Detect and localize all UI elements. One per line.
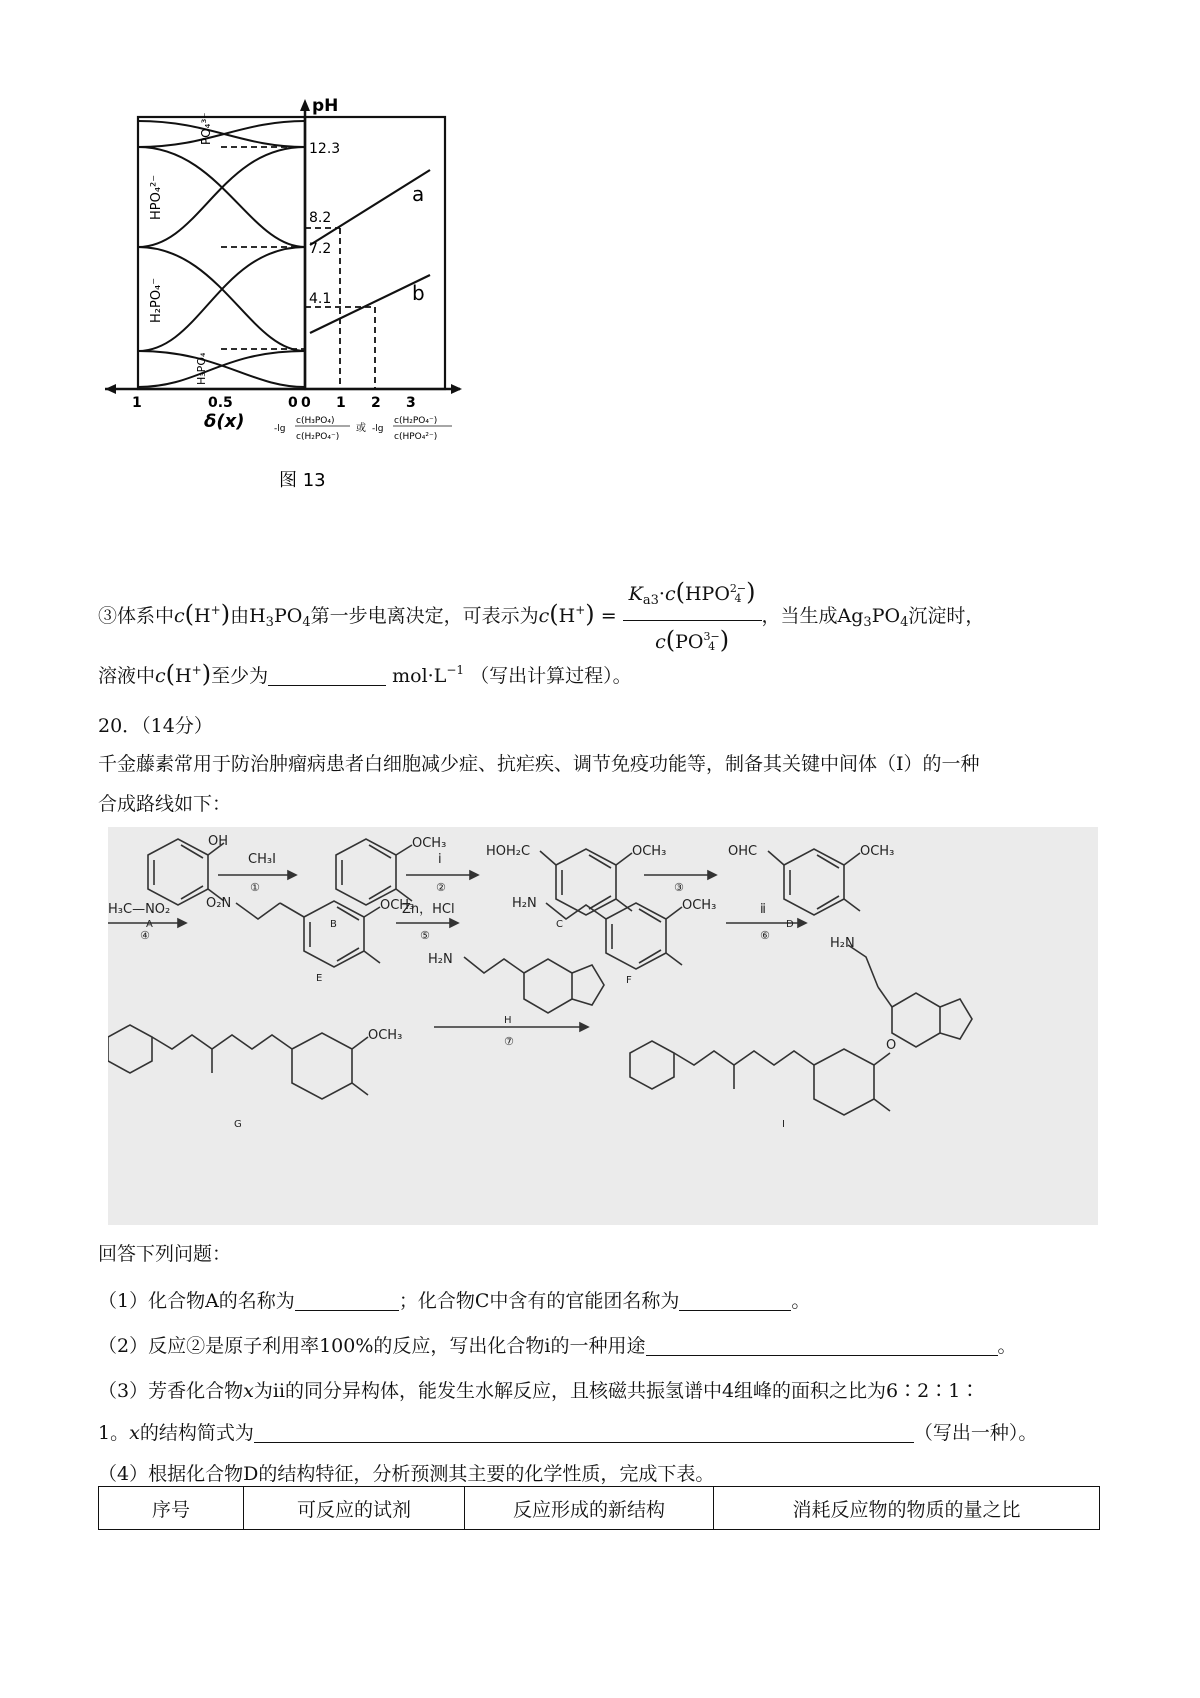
q20-3-text-b: 为ⅱ的同分异构体，能发生水解反应，且核磁共振氢谱中4组峰的面积之比为6∶2∶1∶ xyxy=(253,1380,980,1402)
q20-1-end: 。 xyxy=(791,1290,811,1312)
xlabel-left-num: c(H₃PO₄) xyxy=(296,416,335,426)
scheme-texts xyxy=(108,834,896,1130)
q20-3-text-c: 1。 xyxy=(98,1422,130,1444)
properties-table xyxy=(98,1486,1100,1530)
group-och3-g: OCH₃ xyxy=(368,1028,403,1043)
x-tick-left-1: 1 xyxy=(132,395,142,411)
po4-denominator: PO xyxy=(675,631,704,653)
answer-blank-structure-x[interactable] xyxy=(254,1422,914,1443)
ph-axis-arrow xyxy=(300,99,310,111)
group-och3-e: OCH₃ xyxy=(380,898,415,913)
q20-2 xyxy=(98,1331,1017,1361)
xlabel-right-den: c(HPO₄²⁻) xyxy=(394,432,438,442)
xlabel-prefix-left: -lg xyxy=(274,424,286,434)
x-tick-left-0-5: 0.5 xyxy=(208,395,233,411)
q19-text-a: ③体系中 xyxy=(98,605,175,627)
x-tick-left-0: 0 xyxy=(288,395,298,411)
series-label-b: b xyxy=(412,281,425,305)
answer-blank-functional-group[interactable] xyxy=(679,1290,791,1311)
h-ion: H xyxy=(194,605,211,627)
x-axis-arrow-right xyxy=(451,384,462,394)
q19-text-end: （写出计算过程）。 xyxy=(470,665,632,687)
q20-1-text-b: ；化合物C中含有的官能团名称为 xyxy=(398,1290,680,1312)
q20-intro-line2: 合成路线如下： xyxy=(98,793,232,815)
q20-3-text-d: 的结构简式为 xyxy=(139,1422,254,1444)
table-header-row xyxy=(99,1487,1100,1530)
reagent-i: ⅰ xyxy=(438,852,442,867)
ka3-fraction: $K_{a3}\cdot c(HPO$ 2− 4 ) c(PO 3− 4 ) xyxy=(623,577,762,657)
compound-H-structure xyxy=(464,957,604,1013)
q19-text-g: 至少为 xyxy=(211,665,269,687)
left-xlabel: δ(x) xyxy=(204,411,245,432)
group-h2n-f: H₂N xyxy=(512,896,537,911)
reagent-nitromethane: H₃C—NO₂ xyxy=(108,902,171,917)
answer-blank-name-a[interactable] xyxy=(295,1290,399,1311)
label-D: D xyxy=(786,919,794,930)
q19-part3-line1: ③体系中c(H+)由$H_3PO_4$第一步电离决定，可表示为c(H+) = $K_{a3}\cdot c(HPO$ 2− 4 ) c(PO 3− 4 ) ，当生成$Ag_3PO_4$沉淀时， xyxy=(98,577,984,657)
x-tick-right-0: 0 xyxy=(301,395,311,411)
label-I: I xyxy=(782,1119,785,1130)
group-h2n-h: H₂N xyxy=(428,952,453,967)
curve-h3po4-right xyxy=(138,351,305,387)
series-label-a: a xyxy=(412,182,425,206)
answer-blank-use-of-i[interactable] xyxy=(646,1335,998,1356)
x-tick-right-1: 1 xyxy=(336,395,346,411)
species-label-h2po4: H₂PO₄⁻ xyxy=(149,277,164,323)
group-hoh2c: HOH₂C xyxy=(486,844,531,859)
x-tick-right-3: 3 xyxy=(406,395,416,411)
species-label-po4: PO₄³⁻ xyxy=(199,112,213,145)
q20-4: （4）根据化合物D的结构特征，分析预测其主要的化学性质，完成下表。 xyxy=(98,1463,715,1485)
curve-po4-upper-right xyxy=(138,121,305,147)
q19-text-c: 第一步电离决定，可表示为 xyxy=(310,605,539,627)
step-7: ⑦ xyxy=(504,1035,514,1048)
xlabel-left-den: c(H₂PO₄⁻) xyxy=(296,432,340,442)
label-G: G xyxy=(234,1119,242,1130)
answer-blank-h-conc[interactable] xyxy=(268,665,386,686)
q19-text-f: 溶液中 xyxy=(98,665,156,687)
curve-h3po4-left xyxy=(138,351,305,387)
compound-F-structure xyxy=(546,903,682,969)
table-header-cell: 可反应的试剂 xyxy=(244,1487,465,1530)
step-5: ⑤ xyxy=(420,929,430,942)
unit-superscript: −1 xyxy=(446,663,465,677)
ph-distribution-chart xyxy=(100,95,520,495)
compound-D-structure xyxy=(768,849,860,915)
label-E: E xyxy=(316,973,323,984)
label-A: A xyxy=(146,919,153,930)
xlabel-or: 或 xyxy=(356,423,366,434)
group-o2n: O₂N xyxy=(206,896,232,911)
group-h2n-i: H₂N xyxy=(830,936,855,951)
xlabel-right-num: c(H₂PO₄⁻) xyxy=(394,416,438,426)
reagent-ii: ⅱ xyxy=(760,902,766,917)
label-H: H xyxy=(504,1015,512,1026)
reaction-arrows xyxy=(108,871,806,1031)
c-symbol-3: c xyxy=(155,665,166,687)
compound-E-structure xyxy=(236,901,380,967)
table-header-cell: 消耗反应物的物质的量之比 xyxy=(714,1487,1100,1530)
q20-intro-line1: 千金藤素常用于防治肿瘤病患者白细胞减少症、抗疟疾、调节免疫功能等，制备其关键中间体（I）的一种 xyxy=(98,753,980,775)
q20-2-text: （2）反应②是原子利用率100%的反应，写出化合物ⅰ的一种用途 xyxy=(98,1335,646,1357)
y-tick-4-1: 4.1 xyxy=(309,291,332,307)
figure-caption: 图 13 xyxy=(279,470,326,491)
ag3po4-formula: Ag xyxy=(837,605,864,627)
h3po4-formula: H xyxy=(249,605,266,627)
ka-subscript: a3 xyxy=(642,593,659,608)
y-tick-8-2: 8.2 xyxy=(309,210,332,226)
step-1: ① xyxy=(250,881,260,894)
label-C: C xyxy=(556,919,563,930)
synthesis-scheme xyxy=(108,827,1098,1225)
q20-3-line1 xyxy=(98,1376,979,1406)
table-header-cell: 反应形成的新结构 xyxy=(465,1487,714,1530)
species-label-h3po4: H₃PO₄ xyxy=(195,352,208,385)
y-tick-7-2: 7.2 xyxy=(309,241,332,257)
ph-axis-label: pH xyxy=(312,96,339,116)
compound-I-structure xyxy=(630,945,972,1115)
step-6: ⑥ xyxy=(760,929,770,942)
unit-mol-per-l: mol·L xyxy=(392,665,447,687)
compound-B-structure xyxy=(336,839,412,905)
q20-1-text-a: （1）化合物A的名称为 xyxy=(98,1290,295,1312)
c-symbol-2: c xyxy=(538,605,550,627)
species-label-hpo4: HPO₄²⁻ xyxy=(149,174,164,220)
label-F: F xyxy=(626,975,632,986)
x-tick-right-2: 2 xyxy=(371,395,381,411)
step-3: ③ xyxy=(674,881,684,894)
q20-2-end: 。 xyxy=(997,1335,1017,1357)
variable-x: x xyxy=(243,1380,254,1402)
label-B: B xyxy=(330,919,337,930)
group-och3-c: OCH₃ xyxy=(632,844,667,859)
compound-G-structure xyxy=(108,1025,368,1099)
x-axis-arrow-left xyxy=(105,384,116,394)
q19-text-b: 由 xyxy=(230,605,250,627)
group-och3-b: OCH₃ xyxy=(412,836,447,851)
reagent-ch3i: CH₃I xyxy=(248,852,276,867)
table-header-cell: 序号 xyxy=(99,1487,244,1530)
group-ohc: OHC xyxy=(728,844,758,859)
step-2: ② xyxy=(436,881,446,894)
q19-part3-line2: 溶液中c(H+)至少为 $mol\cdot L^{-1}$ （写出计算过程）。 xyxy=(98,660,632,688)
group-oh: OH xyxy=(208,834,229,849)
q19-text-d: ，当生成 xyxy=(761,605,838,627)
h-ion-2: H xyxy=(558,605,576,627)
ka-symbol: K xyxy=(628,583,643,605)
c-symbol: c xyxy=(174,605,185,627)
variable-x-2: x xyxy=(129,1422,140,1444)
group-o-i: O xyxy=(886,1038,897,1053)
q20-header: 20．（14分） xyxy=(98,715,213,737)
group-och3-d: OCH₃ xyxy=(860,844,895,859)
q20-3-line2 xyxy=(98,1418,1037,1448)
q20-1 xyxy=(98,1286,810,1316)
distribution-curves xyxy=(138,121,305,387)
xlabel-prefix-right: -lg xyxy=(372,424,384,434)
group-och3-f: OCH₃ xyxy=(682,898,717,913)
q19-text-e: 沉淀时， xyxy=(908,605,985,627)
y-tick-12-3: 12.3 xyxy=(309,141,341,157)
hpo4-numerator: HPO xyxy=(684,583,730,605)
q20-3-text-a: （3）芳香化合物 xyxy=(98,1380,244,1402)
reagent-zn-hcl: Zn，HCl xyxy=(402,902,455,917)
h-ion-3: H xyxy=(175,665,192,687)
step-4: ④ xyxy=(140,929,150,942)
answer-intro: 回答下列问题： xyxy=(98,1243,232,1265)
q20-3-end: （写出一种）。 xyxy=(913,1422,1038,1444)
